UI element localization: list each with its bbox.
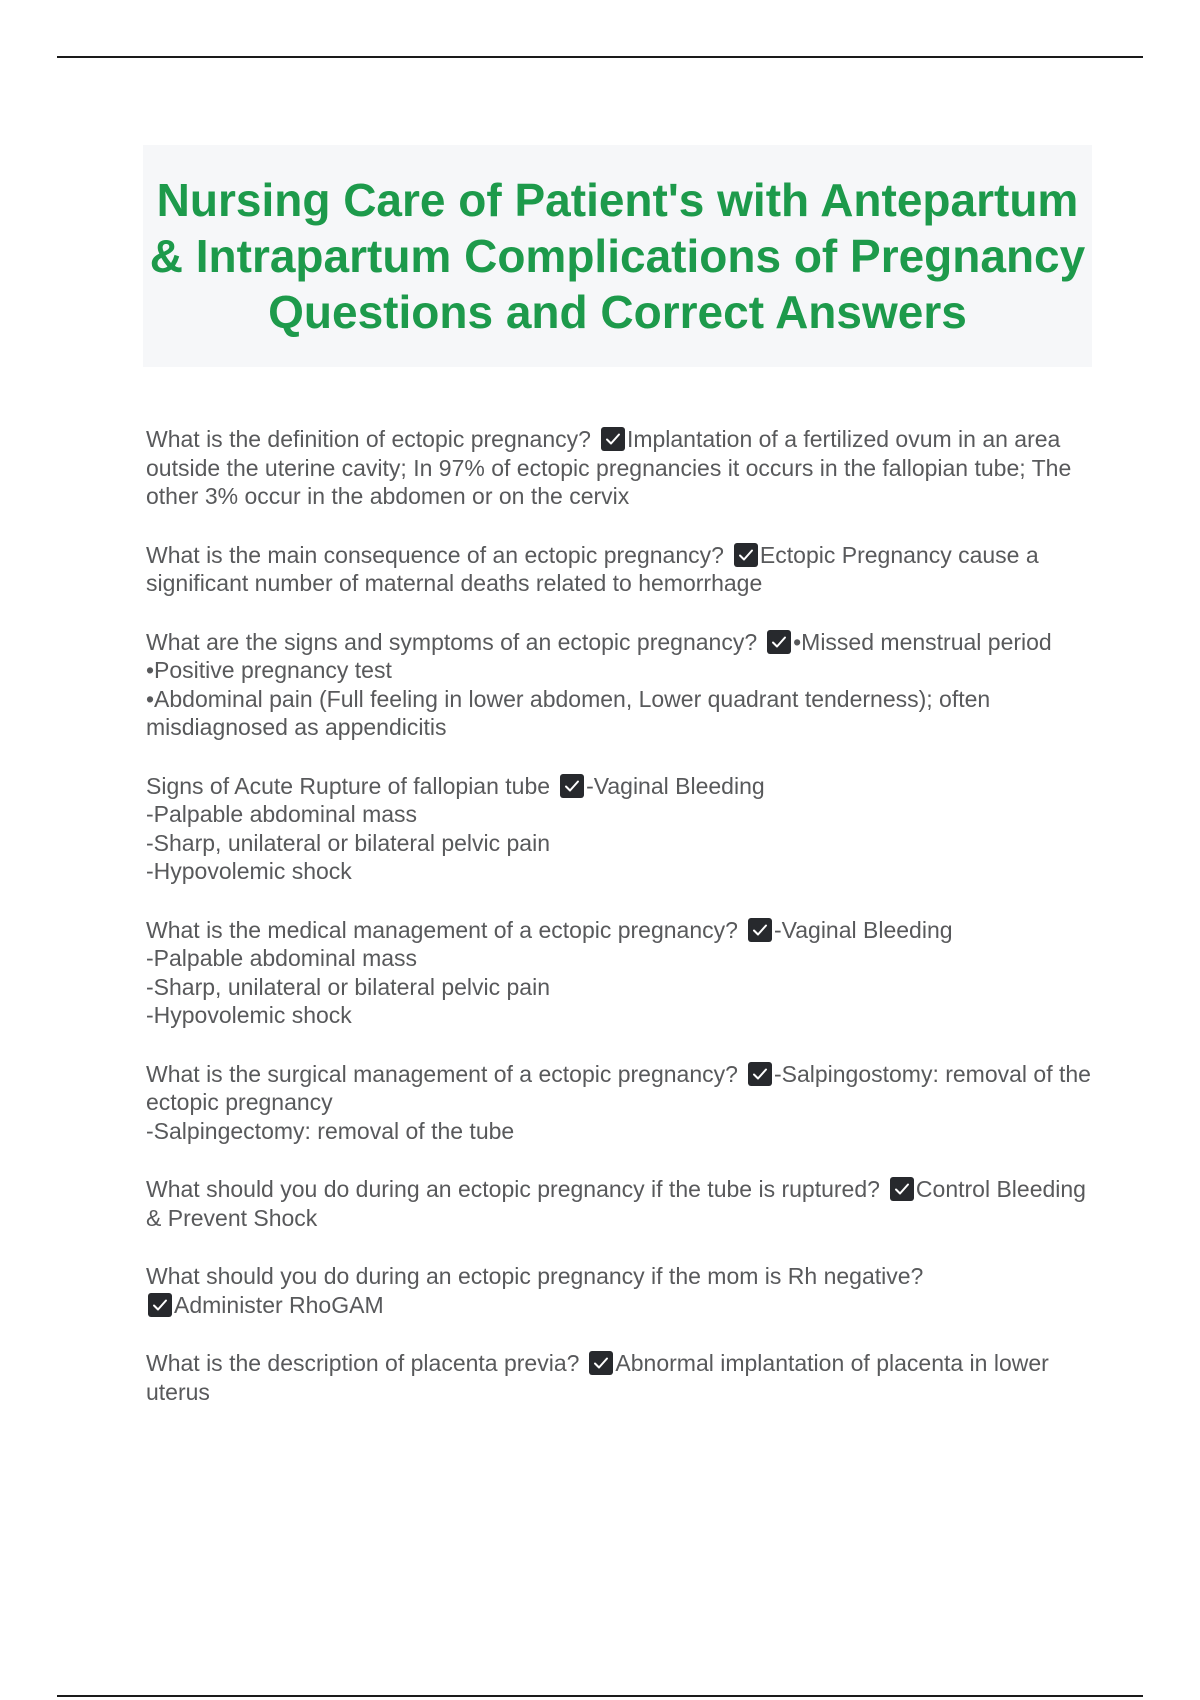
answer-text: Implantation of a fertilized ovum in an area outside the uterine cavity; In 97% of ectopic pregnancies it occurs in the fallopian tube; The other 3% occur in the abdomen or on the cervix xyxy=(146,426,1072,509)
question-text: What should you do during an ectopic pregnancy if the mom is Rh negative? xyxy=(146,1263,924,1289)
answer-text: Administer RhoGAM xyxy=(174,1291,384,1318)
question-text: What is the definition of ectopic pregnancy? xyxy=(146,426,591,452)
checkmark-icon xyxy=(748,1062,772,1086)
document-title: Nursing Care of Patient's with Antepartum & Intrapartum Complications of Pregnancy Questions and Correct Answers xyxy=(149,174,1086,338)
title-banner xyxy=(143,145,1092,367)
question-text: What is the main consequence of an ectopic pregnancy? xyxy=(146,541,724,568)
qa-item xyxy=(146,1060,1096,1146)
answer-text: Ectopic Pregnancy cause a significant number of maternal deaths related to hemorrhage xyxy=(146,541,1039,596)
checkmark-icon xyxy=(601,427,625,451)
bottom-rule xyxy=(57,1695,1143,1697)
qa-item xyxy=(146,1349,1096,1406)
qa-item xyxy=(146,628,1096,742)
question-text: What is the medical management of a ectopic pregnancy? xyxy=(146,916,738,943)
answer-text: Control Bleeding & Prevent Shock xyxy=(146,1176,1086,1231)
question-text: Signs of Acute Rupture of fallopian tube xyxy=(146,772,551,799)
answer-text: -Vaginal Bleeding -Palpable abdominal mass -Sharp, unilateral or bilateral pelvic pain -Hypovolemic shock xyxy=(146,916,953,1028)
checkmark-icon xyxy=(148,1293,172,1317)
qa-item xyxy=(146,916,1096,1030)
question-text: What is the surgical management of a ectopic pregnancy? xyxy=(146,1060,738,1087)
answer-text: -Salpingostomy: removal of the ectopic pregnancy -Salpingectomy: removal of the tube xyxy=(146,1060,1091,1144)
question-text: What should you do during an ectopic pregnancy if the tube is ruptured? xyxy=(146,1176,880,1202)
question-text: What is the description of placenta previa? xyxy=(146,1350,580,1376)
answer-text: •Missed menstrual period •Positive pregnancy test •Abdominal pain (Full feeling in lower abdomen, Lower quadrant tenderness); often misdiagnosed as appendicitis xyxy=(146,628,1052,740)
qa-item xyxy=(146,772,1096,886)
top-rule xyxy=(57,56,1143,58)
checkmark-icon xyxy=(890,1177,914,1201)
checkmark-icon xyxy=(767,630,791,654)
checkmark-icon xyxy=(560,774,584,798)
qa-list xyxy=(146,425,1096,1436)
checkmark-icon xyxy=(748,918,772,942)
answer-text: -Vaginal Bleeding -Palpable abdominal mass -Sharp, unilateral or bilateral pelvic pain -Hypovolemic shock xyxy=(146,772,765,884)
qa-item xyxy=(146,425,1096,511)
checkmark-icon xyxy=(589,1351,613,1375)
question-text: What are the signs and symptoms of an ectopic pregnancy? xyxy=(146,628,758,655)
answer-text: Abnormal implantation of placenta in lower uterus xyxy=(146,1350,1049,1405)
qa-item xyxy=(146,1175,1096,1232)
checkmark-icon xyxy=(734,543,758,567)
qa-item xyxy=(146,541,1096,598)
qa-item xyxy=(146,1262,1096,1319)
